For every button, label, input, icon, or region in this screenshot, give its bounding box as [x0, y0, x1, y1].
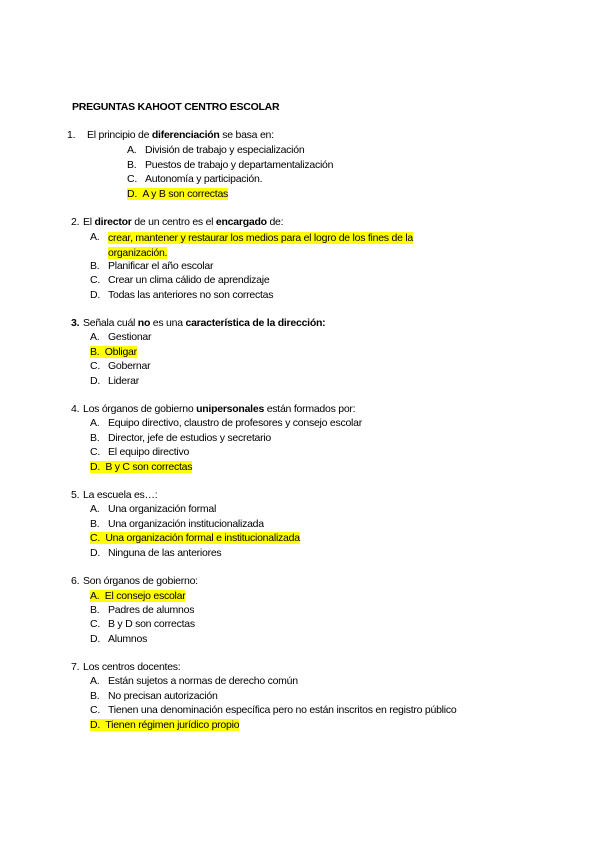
question-text: La escuela es…: [83, 489, 158, 501]
question-number: 4. [71, 403, 80, 415]
option-label: Tienen una denominación específica pero no están inscritos en registro público [108, 704, 457, 716]
question-stem [83, 216, 283, 229]
option-text [108, 547, 221, 560]
option-text [108, 331, 151, 344]
option-letter: D. [90, 375, 100, 387]
option-letter: B. [90, 346, 100, 358]
question-keyword: diferenciación [151, 129, 220, 141]
option-text [108, 675, 298, 688]
option-text [108, 604, 194, 617]
option-label: Una organización institucionalizada [108, 518, 264, 530]
option-letter: B. [90, 260, 100, 272]
question-keyword: no [137, 317, 151, 329]
question-text: de un centro es el [131, 216, 216, 228]
question-text: Son órganos de gobierno: [83, 575, 198, 587]
question-stem [87, 129, 274, 142]
option-text [108, 289, 273, 302]
option-text [108, 690, 218, 703]
option-label: Padres de alumnos [108, 604, 195, 616]
option-text [108, 274, 269, 287]
option-label: Puestos de trabajo y departamentalización [145, 159, 334, 171]
question-text: Los órganos de gobierno [83, 403, 197, 415]
option-letter: D. [90, 719, 100, 731]
question-stem [83, 661, 180, 674]
option-text: Una organización formal e institucionalizada [105, 532, 300, 544]
document-title: PREGUNTAS KAHOOT CENTRO ESCOLAR [72, 101, 280, 113]
option-label: Están sujetos a normas de derecho común [108, 675, 298, 687]
answer-option [90, 532, 300, 545]
option-label: Autonomía y participación. [145, 173, 263, 185]
option-label: Planificar el año escolar [108, 260, 214, 272]
question-number: 6. [71, 575, 80, 587]
question-stem [83, 489, 157, 502]
answer-option [90, 461, 192, 474]
option-letter: B. [90, 604, 100, 616]
option-text [108, 417, 362, 430]
option-text [108, 518, 264, 531]
question-stem [83, 575, 198, 588]
option-label: Liderar [108, 375, 139, 387]
option-letter: B. [90, 518, 100, 530]
option-letter: C. [90, 360, 100, 372]
question-text: de: [266, 216, 284, 228]
option-letter: A. [90, 590, 100, 602]
question-number: 3. [71, 317, 80, 329]
option-letter: A. [90, 417, 100, 429]
correct-answer-highlight [127, 188, 228, 200]
option-text [108, 260, 213, 273]
option-letter: B. [127, 159, 137, 171]
option-label: B y D son correctas [108, 618, 195, 630]
option-label: División de trabajo y especialización [145, 144, 305, 156]
question-keyword: unipersonales [196, 403, 265, 415]
correct-answer-highlight [90, 532, 300, 544]
option-letter: B. [90, 432, 100, 444]
correct-answer-highlight [90, 590, 185, 602]
question-text: Los centros docentes: [83, 661, 181, 673]
correct-answer-highlight: crear, mantener y restaurar los medios para el logro de los fines de la organización. [108, 232, 413, 259]
option-letter: D. [90, 461, 100, 473]
option-letter: A. [90, 675, 100, 687]
option-text: Obligar [104, 346, 137, 358]
option-text [108, 432, 271, 445]
option-text: Tienen régimen jurídico propio [105, 719, 240, 731]
option-letter: D. [90, 633, 100, 645]
option-text [108, 503, 216, 516]
option-label: Gestionar [108, 331, 152, 343]
question-text: Señala cuál [83, 317, 138, 329]
question-stem [83, 403, 355, 416]
option-letter: A. [127, 144, 137, 156]
option-letter: A. [90, 331, 100, 343]
question-number: 5. [71, 489, 80, 501]
option-letter: C. [90, 446, 100, 458]
option-text: El consejo escolar [104, 590, 186, 602]
question-keyword: característica de la dirección: [185, 317, 326, 329]
option-letter: A. [90, 231, 100, 243]
question-text: están formados por: [264, 403, 356, 415]
answer-option [90, 719, 239, 732]
option-label: Ninguna de las anteriores [108, 547, 222, 559]
option-label: Equipo directivo, claustro de profesores y consejo escolar [108, 417, 362, 429]
option-letter: C. [90, 532, 100, 544]
option-text [108, 633, 147, 646]
question-text: se basa en: [219, 129, 274, 141]
option-text [108, 375, 139, 388]
option-text [108, 704, 456, 717]
option-letter: D. [127, 188, 137, 200]
option-letter: A. [90, 503, 100, 515]
answer-option [90, 590, 185, 603]
option-text [145, 159, 333, 172]
correct-answer-highlight [90, 719, 239, 731]
correct-answer-highlight [90, 346, 137, 358]
option-label: Una organización formal [108, 503, 217, 515]
option-label: Alumnos [108, 633, 148, 645]
option-text [108, 360, 150, 373]
option-letter: C. [127, 173, 137, 185]
question-text: El [83, 216, 95, 228]
option-letter: C. [90, 618, 100, 630]
option-text [108, 618, 195, 631]
option-letter: B. [90, 690, 100, 702]
answer-option [90, 346, 137, 359]
option-label: Director, jefe de estudios y secretario [108, 432, 271, 444]
option-text [145, 173, 262, 186]
question-number: 1. [67, 129, 76, 141]
question-stem [83, 317, 325, 330]
option-letter: D. [90, 547, 100, 559]
option-text: B y C son correctas [105, 461, 193, 473]
option-text [145, 144, 304, 157]
question-text: es una [150, 317, 186, 329]
question-number: 2. [71, 216, 80, 228]
option-letter: D. [90, 289, 100, 301]
option-label: No precisan autorización [108, 690, 218, 702]
option-label: Todas las anteriores no son correctas [108, 289, 274, 301]
option-label: Crear un clima cálido de aprendizaje [108, 274, 270, 286]
correct-answer-highlight [90, 461, 192, 473]
option-letter: C. [90, 274, 100, 286]
answer-option [127, 188, 228, 201]
option-label: Gobernar [108, 360, 151, 372]
option-text [108, 231, 453, 260]
option-label: El equipo directivo [108, 446, 190, 458]
question-keyword: director [94, 216, 132, 228]
option-letter: C. [90, 704, 100, 716]
question-number: 7. [71, 661, 80, 673]
option-text [108, 446, 189, 459]
question-text: El principio de [87, 129, 152, 141]
option-text: A y B son correctas [142, 188, 229, 200]
question-keyword: encargado [215, 216, 267, 228]
